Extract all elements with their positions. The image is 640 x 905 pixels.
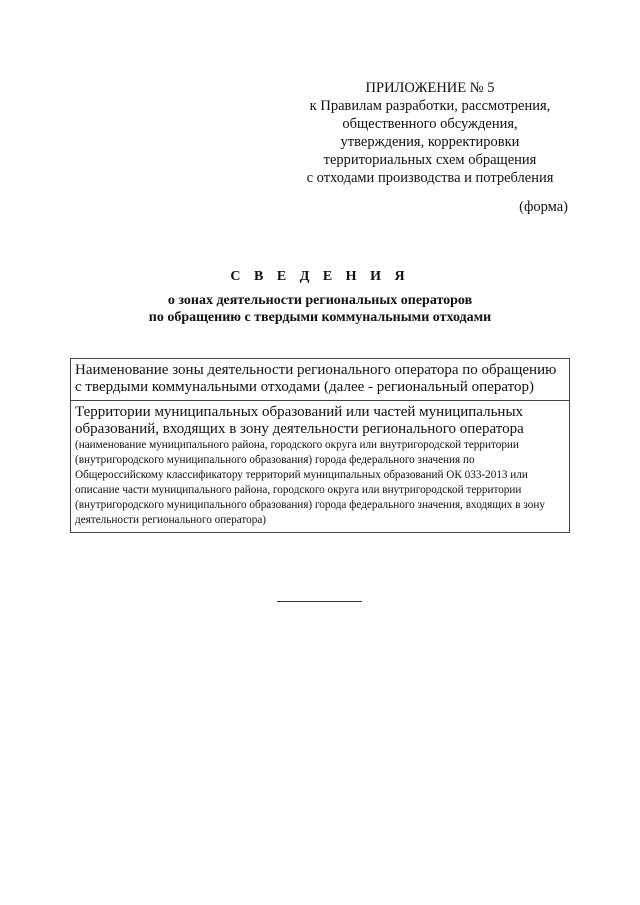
document-subtitle	[0, 292, 640, 326]
appendix-header	[290, 79, 570, 187]
appendix-line: общественного обсуждения,	[342, 116, 518, 132]
row-label: Наименование зоны деятельности регионального оператора по обращению с твердыми коммунальными отходами (далее - региональный оператор)	[75, 362, 557, 395]
info-table	[70, 358, 570, 533]
subtitle-line: о зонах деятельности региональных операторов	[167, 293, 473, 308]
appendix-line: территориальных схем обращения	[323, 152, 537, 168]
form-mark: (форма)	[519, 199, 568, 215]
appendix-line: утверждения, корректировки	[340, 134, 520, 150]
row-note: (наименование муниципального района, городского округа или внутригородской территории (внутригородского муниципального образования) города федерального значения по Общероссийскому классификатору территорий муниципальных образований ОК 033-2013 или описание части муниципального района, городского округа или внутригородской территории (внутригородского муниципального образования) города федерального значения, входящих в зону деятельности регионального оператора)	[75, 439, 545, 526]
table-row-operator-zone	[71, 359, 569, 400]
appendix-line: к Правилам разработки, рассмотрения,	[309, 98, 551, 114]
table-row-territories	[71, 400, 569, 532]
row-label: Территории муниципальных образований или частей муниципальных образований, входящих в зону деятельности регионального оператора	[75, 404, 524, 437]
appendix-line: с отходами производства и потребления	[306, 170, 554, 186]
subtitle-line: по обращению с твердыми коммунальными отходами	[148, 310, 492, 325]
separator-line	[277, 601, 362, 602]
document-title: С В Е Д Е Н И Я	[230, 269, 410, 284]
appendix-title: ПРИЛОЖЕНИЕ № 5	[365, 80, 495, 96]
